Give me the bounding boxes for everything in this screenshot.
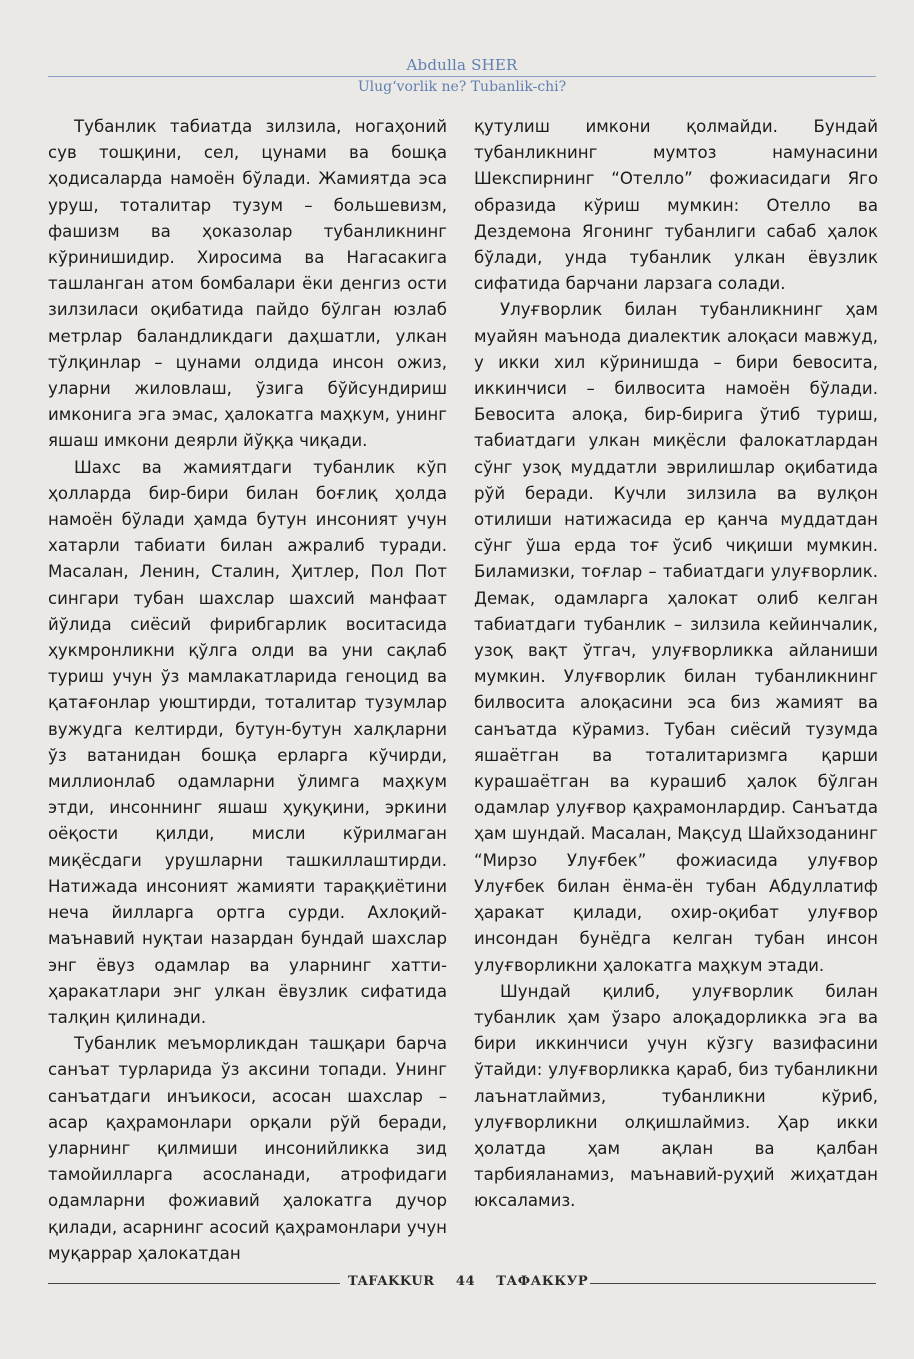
header-rule <box>48 76 876 77</box>
paragraph: Шахс ва жамиятдаги тубанлик кўп ҳолларда бир-бири билан боғлиқ ҳолда намоён бўлади ҳамда бутун инсоният учун хатарли табиати билан ажралиб туради. Масалан, Ленин, Сталин, Ҳитлер, Пол Пот сингари тубан шахслар шахсий манфаат йўлида сиёсий фирибгарлик воситасида ҳукмронликни қўлга олди ва уни сақлаб туриш учун ўз мамлакатларида геноцид ва қатағонлар уюштирди, тоталитар тузумлар вужудга келтирди, бутун-бутун халқларни ўз ватанидан бошқа ерларга кўчирди, миллионлаб одамларни ўлимга маҳкум этди, инсоннинг яшаш ҳуқуқини, эркини оёқости қилди, мисли кўрилмаган миқёсдаги урушларни ташкиллаштирди. Натижада инсоният жамияти тараққиётини неча йилларга ортга сурди. Ахлоқий-маънавий нуқтаи назардан бундай шахслар энг ёвуз одамлар ва уларнинг хатти-ҳаракатлари энг улкан ёвузлик сифатида талқин қилинади. <box>48 457 447 1027</box>
footer-rule-right <box>590 1283 876 1284</box>
paragraph-continued: қутулиш имкони қолмайди. Бундай тубанликнинг мумтоз намунасини Шекспирнинг “Отелло” фожиасидаги Яго образида кўриш мумкин: Отелло ва Дездемона Ягонинг тубанлиги сабаб ҳалок бўлади, унда тубанлик улкан ёвузлик сифатида барчани ларзага солади. <box>474 117 878 294</box>
page-number: 44 <box>455 1274 476 1289</box>
footer-rule-left <box>48 1283 340 1284</box>
footer-magazine-cyrillic: ТАФАККУР <box>496 1274 589 1289</box>
page-footer <box>48 1271 876 1295</box>
paragraph: Шундай қилиб, улуғворлик билан тубанлик ҳам ўзаро алоқадорликка эга ва бири иккинчиси учун кўзгу вазифасини ўтайди: улуғворликка қараб, биз тубанликни лаънатлаймиз, тубанликни кўриб, улуғворликни олқишлаймиз. Ҳар икки ҳолатда ҳам ақлан ва қалбан тарбияланамиз, маънавий-руҳий жиҳатдан юксаламиз. <box>474 981 878 1211</box>
footer-center <box>340 1274 590 1289</box>
right-column <box>474 114 878 1215</box>
paragraph: Тубанлик меъморликдан ташқари барча санъат турларида ўз аксини топади. Унинг санъатдаги инъикоси, асосан шахслар – асар қаҳрамонлари орқали рўй беради, уларнинг қилмиши инсонийликка зид тамойилларга асосланади, атрофидаги одамларни фожиавий ҳалокатга дучор қилади, асарнинг асосий қаҳрамонлари учун муқаррар ҳалокатдан <box>48 1034 447 1263</box>
running-header <box>48 56 876 96</box>
left-column <box>48 114 447 1267</box>
header-author: Abdulla SHER <box>406 56 518 74</box>
footer-magazine-latin: TAFAKKUR <box>348 1274 435 1289</box>
paragraph: Улуғворлик билан тубанликнинг ҳам муайян маънода диалектик алоқаси мавжуд, у икки хил кўринишда – бири бевосита, иккинчиси – билвосита намоён бўлади. Бевосита алоқа, бир-бирига ўтиб туриш, табиатдаги улкан миқёсли фалокатлардан сўнг узоқ муддатли эврилишлар оқибатида рўй беради. Кучли зилзила ва вулқон отилиши натижасида ер қанча муддатдан сўнг ўша ерда тоғ ўсиб чиқиши мумкин. Биламизки, тоғлар – табиатдаги улуғворлик. Демак, одамларга ҳалокат олиб келган табиатдаги тубанлик – зилзила кейинчалик, узоқ вақт ўтгач, улуғворликка айланиши мумкин. Улуғворлик билан тубанликнинг билвосита алоқасини эса биз жамият ва санъатда кўрамиз. Тубан сиёсий тузумда яшаётган ва тоталитаризмга қарши курашаётган ва курашиб ҳалок бўлган одамлар улуғвор қаҳрамонлардир. Санъатда ҳам шундай. Масалан, Мақсуд Шайхзоданинг “Мирзо Улуғбек” фожиасида улуғвор Улуғбек билан ёнма-ён тубан Абдуллатиф ҳаракат қилади, охир-оқибат улуғвор инсондан бунёдга келган тубан инсон улуғворликни ҳалокатга маҳкум этади. <box>474 300 878 975</box>
paragraph: Тубанлик табиатда зилзила, ногаҳоний сув тошқини, сел, цунами ва бошқа ҳодисаларда намоён бўлади. Жамиятда эса уруш, тоталитар тузум – большевизм, фашизм ва ҳоказолар тубанликнинг кўринишидир. Хиросима ва Нагасакига ташланган атом бомбалари ёки денгиз ости зилзиласи оқибатида пайдо бўлган юзлаб метрлар баландликдаги даҳшатли, улкан тўлқинлар – цунами олдида инсон ожиз, уларни жиловлаш, ўзига бўйсундириш имконига эга эмас, ҳалокатга маҳкум, унинг яшаш имкони деярли йўққа чиқади. <box>48 117 447 451</box>
header-subtitle: Ulug‘vorlik ne? Tubanlik-chi? <box>357 79 567 95</box>
